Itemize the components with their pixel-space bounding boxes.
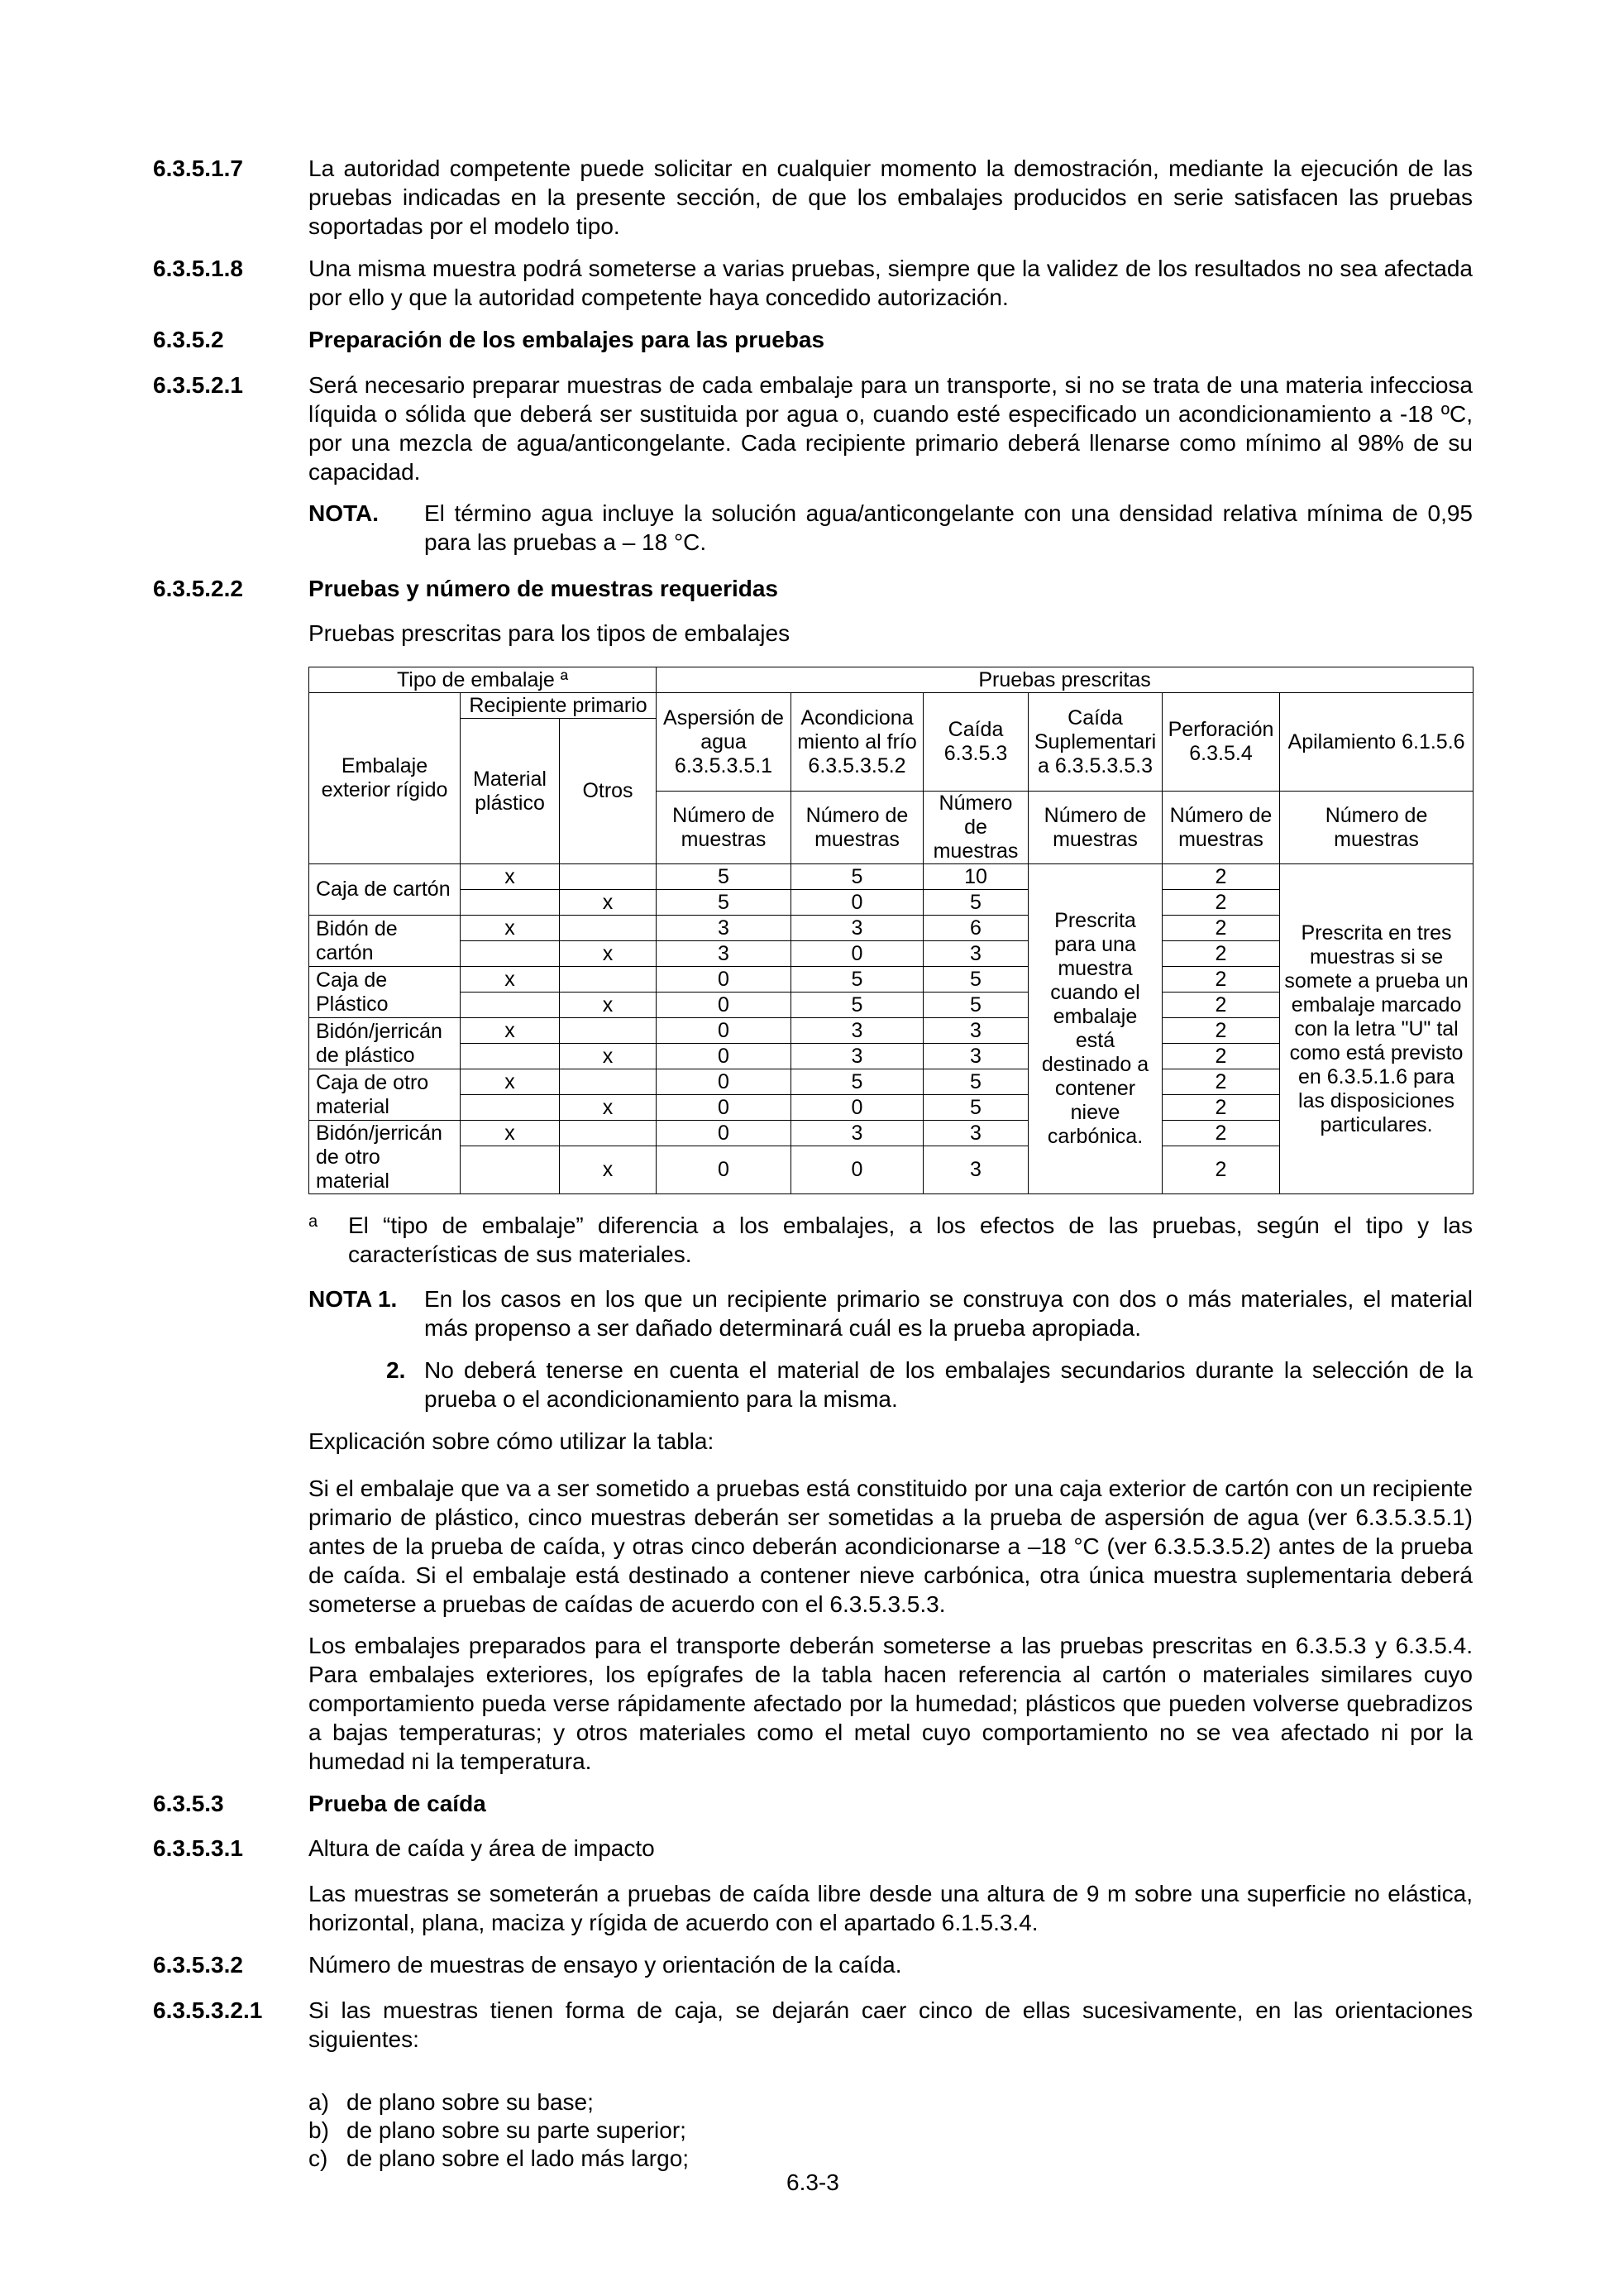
perforation-cell: 2 [1163,967,1280,993]
package-type-cell: Bidón/jerricán de plástico [309,1018,461,1069]
plastic-cell [461,993,560,1018]
header-numero: Número de muestras [657,792,791,864]
section-number: 6.3.5.3 [153,1791,224,1816]
note-label: 2. [386,1357,406,1383]
water-spray-cell: 0 [657,1146,791,1194]
drop-cell: 5 [924,993,1029,1018]
section-text: Las muestras se someterán a pruebas de caída libre desde una altura de 9 m sobre una superficie no elástica, horizontal, plana, maciza y rígida de acuerdo con el apartado 6.1.5.3.4. [308,1881,1473,1935]
plastic-cell: x [461,1121,560,1146]
cold-cell: 5 [791,993,924,1018]
drop-cell: 5 [924,1069,1029,1095]
header-apilamiento: Apilamiento 6.1.5.6 [1280,693,1474,792]
water-spray-cell: 0 [657,1044,791,1069]
perforation-cell: 2 [1163,1121,1280,1146]
water-spray-cell: 0 [657,993,791,1018]
plastic-cell: x [461,916,560,941]
section-number: 6.3.5.2.2 [153,576,243,601]
plastic-cell [461,941,560,967]
cold-cell: 3 [791,1044,924,1069]
header-material: Material plástico [461,719,560,864]
note-label: NOTA 1. [308,1286,398,1312]
list-item-label: a) [308,2089,329,2115]
perforation-cell: 2 [1163,864,1280,890]
others-cell: x [560,1146,657,1194]
section-title: Número de muestras de ensayo y orientación de la caída. [308,1952,902,1978]
others-cell [560,864,657,890]
note-text: En los casos en los que un recipiente primario se construya con dos o más materiales, el material más propenso a ser dañado determinará cuál es la prueba apropiada. [424,1286,1473,1341]
cold-cell: 5 [791,967,924,993]
header-acondicionamiento: Acondiciona miento al frío 6.3.5.3.5.2 [791,693,924,792]
drop-cell: 5 [924,967,1029,993]
header-numero: Número de muestras [1163,792,1280,864]
others-cell: x [560,941,657,967]
section-number: 6.3.5.1.7 [153,155,243,181]
water-spray-cell: 0 [657,1095,791,1121]
perforation-cell: 2 [1163,941,1280,967]
cold-cell: 5 [791,1069,924,1095]
drop-cell: 3 [924,1018,1029,1044]
cold-cell: 0 [791,1146,924,1194]
header-numero: Número de muestras [1029,792,1163,864]
others-cell: x [560,1095,657,1121]
list-item [308,2116,686,2145]
others-cell [560,1018,657,1044]
section-text: Una misma muestra podrá someterse a varias pruebas, siempre que la validez de los resultados no sea afectada por ello y que la autoridad competente haya concedido autorización. [308,256,1473,310]
cold-cell: 3 [791,916,924,941]
header-pruebas: Pruebas prescritas [657,667,1474,693]
explanation-paragraph: Los embalajes preparados para el transporte deberán someterse a las pruebas prescritas en 6.3.5.3 y 6.3.5.4. Para embalajes exteriores, los epígrafes de la tabla hacen referencia al cartón o materiales similares cuyo comportamiento pueda verse rápidamente afectado por la humedad; plásticos que pueden volverse quebradizos a bajas temperaturas; y otros materiales como el metal cuyo comportamiento no se vea afectado ni por la humedad ni la temperatura. [308,1633,1473,1774]
drop-cell: 3 [924,1146,1029,1194]
list-item-label: c) [308,2145,328,2171]
plastic-cell: x [461,967,560,993]
page-number: 6.3-3 [786,2169,839,2195]
tests-table [308,667,1474,1194]
package-type-cell: Caja de Plástico [309,967,461,1018]
supplementary-drop-cell: Prescrita para una muestra cuando el embalaje está destinado a contener nieve carbónica. [1029,864,1163,1194]
perforation-cell: 2 [1163,916,1280,941]
stacking-cell: Prescrita en tres muestras si se somete a prueba un embalaje marcado con la letra "U" tal como está previsto en 6.3.5.1.6 para las disposiciones particulares. [1280,864,1474,1194]
header-otros: Otros [560,719,657,864]
cold-cell: 0 [791,890,924,916]
section-title: Altura de caída y área de impacto [308,1835,655,1861]
others-cell [560,916,657,941]
others-cell [560,1121,657,1146]
drop-cell: 5 [924,1095,1029,1121]
section-number: 6.3.5.3.2 [153,1952,243,1978]
section-title: Pruebas y número de muestras requeridas [308,576,778,601]
water-spray-cell: 0 [657,967,791,993]
section-text: La autoridad competente puede solicitar en cualquier momento la demostración, mediante la ejecución de las pruebas indicadas en la presente sección, de que los embalajes producidos en serie satisfacen las pruebas soportadas por el modelo tipo. [308,155,1473,239]
section-number: 6.3.5.2.1 [153,372,243,398]
perforation-cell: 2 [1163,1044,1280,1069]
note-text: No deberá tenerse en cuenta el material de los embalajes secundarios durante la selección de la prueba o el acondicionamiento para la misma. [424,1357,1473,1412]
cold-cell: 0 [791,1095,924,1121]
footnote-mark: a [308,1213,318,1231]
header-embalaje: Embalaje exterior rígido [309,693,461,864]
section-number: 6.3.5.1.8 [153,256,243,281]
others-cell [560,1069,657,1095]
plastic-cell [461,1095,560,1121]
note-label: NOTA. [308,500,380,526]
water-spray-cell: 0 [657,1018,791,1044]
perforation-cell: 2 [1163,1146,1280,1194]
footnote-text: El “tipo de embalaje” diferencia a los embalajes, a los efectos de las pruebas, según el tipo y las características de sus materiales. [348,1213,1473,1267]
perforation-cell: 2 [1163,1069,1280,1095]
water-spray-cell: 0 [657,1069,791,1095]
package-type-cell: Caja de cartón [309,864,461,916]
water-spray-cell: 5 [657,890,791,916]
list-item [308,2144,689,2173]
plastic-cell [461,1146,560,1194]
header-numero: Número de muestras [1280,792,1474,864]
section-title: Prueba de caída [308,1791,486,1816]
list-item [308,2088,594,2117]
header-perforacion: Perforación 6.3.5.4 [1163,693,1280,792]
table-body [309,864,1474,1194]
others-cell: x [560,993,657,1018]
section-text: Será necesario preparar muestras de cada embalaje para un transporte, si no se trata de una materia infecciosa líquida o sólida que deberá ser sustituida por agua o, cuando esté especificado un acondicionamiento a -18 ºC, por una mezcla de agua/anticongelante. Cada recipiente primario deberá llenarse como mínimo al 98% de su capacidad. [308,372,1473,485]
section-number: 6.3.5.2 [153,327,224,352]
drop-cell: 3 [924,1121,1029,1146]
drop-cell: 10 [924,864,1029,890]
section-number: 6.3.5.3.1 [153,1835,243,1861]
perforation-cell: 2 [1163,1095,1280,1121]
explanation-paragraph: Si el embalaje que va a ser sometido a pruebas está constituido por una caja exterior de cartón con un recipiente primario de plástico, cinco muestras deberán ser sometidas a la prueba de aspersión de agua (ver 6.3.5.3.5.1) antes de la prueba de caída, y otras cinco deberán acondicionarse a –18 °C (ver 6.3.5.3.5.2) antes de la prueba de caída. Si el embalaje está destinado a contener nieve carbónica, otra única muestra suplementaria deberá someterse a pruebas de caídas de acuerdo con el 6.3.5.3.5.3. [308,1476,1473,1617]
drop-cell: 3 [924,1044,1029,1069]
list-item-text: de plano sobre el lado más largo; [346,2145,690,2171]
perforation-cell: 2 [1163,890,1280,916]
plastic-cell [461,1044,560,1069]
section-text: Si las muestras tienen forma de caja, se dejarán caer cinco de ellas sucesivamente, en las orientaciones siguientes: [308,1997,1473,2052]
explanation-title: Explicación sobre cómo utilizar la tabla: [308,1428,714,1454]
plastic-cell [461,890,560,916]
plastic-cell: x [461,1069,560,1095]
list-item-text: de plano sobre su base; [346,2089,594,2115]
water-spray-cell: 0 [657,1121,791,1146]
drop-cell: 3 [924,941,1029,967]
drop-cell: 6 [924,916,1029,941]
section-number: 6.3.5.3.2.1 [153,1997,263,2023]
plastic-cell: x [461,1018,560,1044]
perforation-cell: 2 [1163,1018,1280,1044]
package-type-cell: Bidón/jerricán de otro material [309,1121,461,1194]
water-spray-cell: 3 [657,941,791,967]
others-cell: x [560,890,657,916]
cold-cell: 5 [791,864,924,890]
water-spray-cell: 3 [657,916,791,941]
header-suplementaria: Caída Suplementari a 6.3.5.3.5.3 [1029,693,1163,792]
header-aspersion: Aspersión de agua 6.3.5.3.5.1 [657,693,791,792]
water-spray-cell: 5 [657,864,791,890]
cold-cell: 3 [791,1121,924,1146]
list-item-text: de plano sobre su parte superior; [346,2117,686,2143]
cold-cell: 3 [791,1018,924,1044]
others-cell [560,967,657,993]
table-row [309,864,1474,890]
package-type-cell: Caja de otro material [309,1069,461,1121]
cold-cell: 0 [791,941,924,967]
header-recipiente: Recipiente primario [461,693,657,719]
perforation-cell: 2 [1163,993,1280,1018]
list-item-label: b) [308,2117,329,2143]
header-caida: Caída 6.3.5.3 [924,693,1029,792]
header-numero: Número de muestras [924,792,1029,864]
section-title: Preparación de los embalajes para las pruebas [308,327,825,352]
header-tipo: Tipo de embalaje ª [309,667,657,693]
header-numero: Número de muestras [791,792,924,864]
drop-cell: 5 [924,890,1029,916]
others-cell: x [560,1044,657,1069]
package-type-cell: Bidón de cartón [309,916,461,967]
note-text: El término agua incluye la solución agua/anticongelante con una densidad relativa mínima de 0,95 para las pruebas a – 18 °C. [424,500,1473,555]
plastic-cell: x [461,864,560,890]
section-subtitle: Pruebas prescritas para los tipos de embalajes [308,620,791,646]
